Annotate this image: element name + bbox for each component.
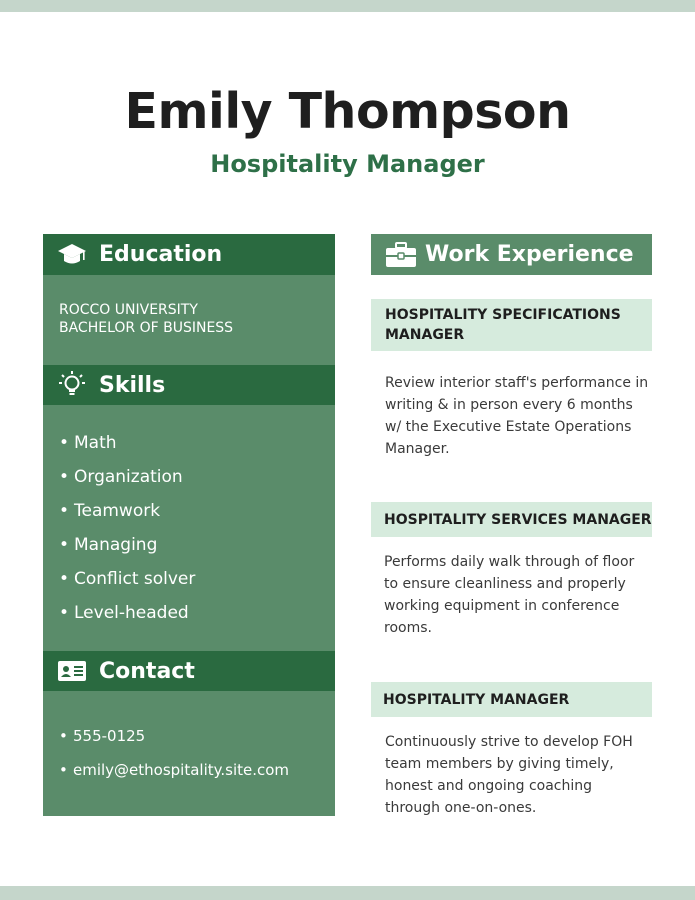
contact-heading: Contact	[99, 658, 195, 684]
skill-label: Teamwork	[74, 501, 161, 521]
skill-label: Managing	[74, 535, 158, 555]
bottom-border-bar	[0, 886, 695, 900]
education-degree: BACHELOR OF BUSINESS	[59, 320, 234, 336]
skill-label: Organization	[74, 467, 183, 487]
education-header	[43, 234, 335, 275]
skills-list	[59, 430, 195, 634]
skill-label: Math	[74, 433, 117, 453]
job-title: HOSPITALITY SPECIFICATIONS MANAGER	[371, 299, 652, 351]
resume-name: Emily Thompson	[124, 83, 571, 140]
skills-heading: Skills	[99, 372, 166, 398]
top-border-bar	[0, 0, 695, 12]
work-experience-header	[371, 234, 652, 275]
contact-email[interactable]: emily@ethospitality.site.com	[73, 761, 290, 779]
list-item: • Level-headed	[59, 600, 195, 634]
education-school: ROCCO UNIVERSITY	[59, 302, 198, 318]
skill-label: Conflict solver	[74, 569, 196, 589]
work-experience-heading: Work Experience	[425, 242, 634, 267]
graduation-cap-icon	[57, 240, 87, 270]
contact-phone: 555-0125	[73, 727, 146, 745]
list-item: • Teamwork	[59, 498, 195, 532]
job-description: Continuously strive to develop FOH team members by giving timely, honest and ongoing coaching through one-on-ones.	[385, 734, 633, 816]
education-details	[59, 301, 233, 337]
contact-list	[59, 724, 289, 792]
list-item: • emily@ethospitality.site.com	[59, 758, 289, 792]
list-item: • Organization	[59, 464, 195, 498]
education-heading: Education	[99, 242, 223, 267]
job-title: HOSPITALITY MANAGER	[371, 682, 652, 717]
list-item: • 555-0125	[59, 724, 289, 758]
skill-label: Level-headed	[74, 603, 189, 623]
skills-header	[43, 365, 335, 405]
list-item: • Conflict solver	[59, 566, 195, 600]
job-description: Review interior staff's performance in writing & in person every 6 months w/ the Executive Estate Operations Manager.	[385, 375, 649, 457]
list-item: • Managing	[59, 532, 195, 566]
resume-role: Hospitality Manager	[210, 150, 485, 178]
briefcase-icon	[385, 240, 417, 270]
job-title: HOSPITALITY SERVICES MANAGER	[371, 502, 652, 537]
list-item: • Math	[59, 430, 195, 464]
id-card-icon	[57, 656, 87, 686]
lightbulb-icon	[57, 370, 87, 400]
job-description: Performs daily walk through of floor to ensure cleanliness and properly working equipment in conference rooms.	[384, 554, 635, 636]
contact-header	[43, 651, 335, 691]
